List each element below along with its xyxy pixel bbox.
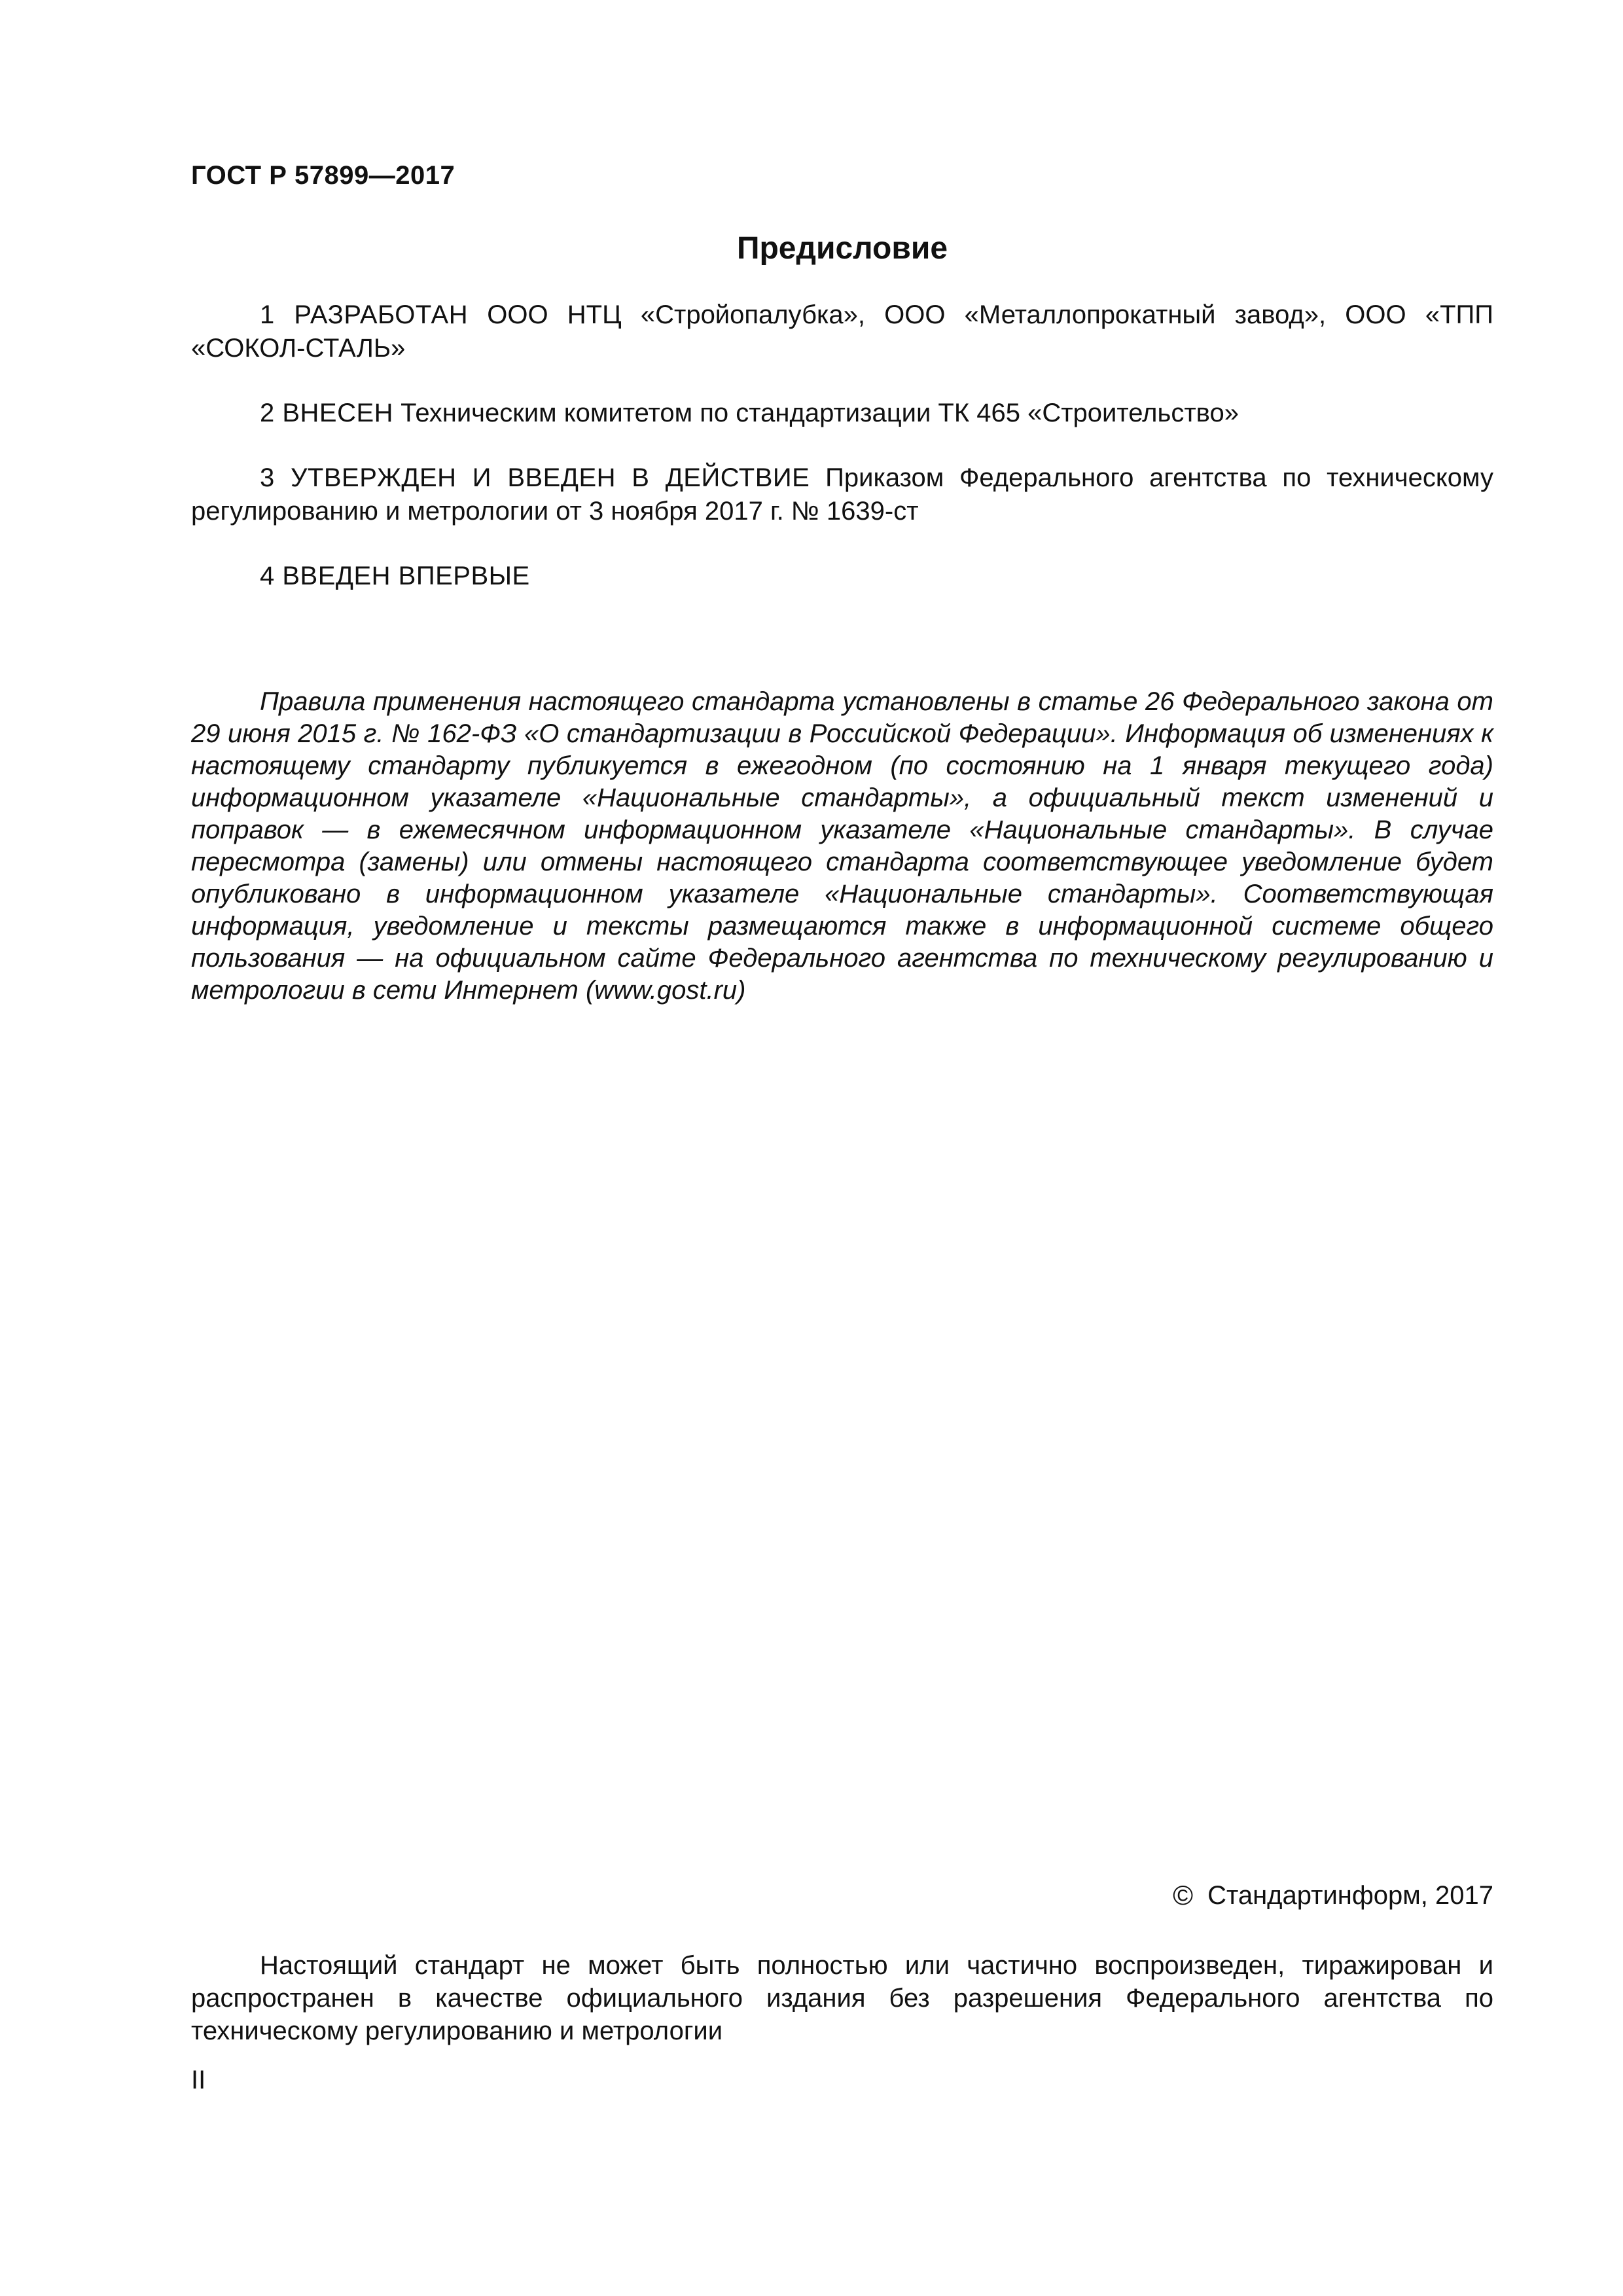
foreword-item-lead: 3 УТВЕРЖДЕН И ВВЕДЕН В ДЕЙСТВИЕ: [260, 463, 810, 492]
document-code-header: ГОСТ Р 57899—2017: [191, 161, 455, 190]
copyright-line: [1173, 1880, 1493, 1911]
page-title: Предисловие: [736, 231, 948, 266]
page-number: II: [191, 2066, 206, 2094]
foreword-item-lead: 1 РАЗРАБОТАН: [260, 300, 469, 329]
copyright-text: Стандартинформ, 2017: [1207, 1880, 1493, 1910]
foreword-items: [191, 298, 1493, 624]
application-rules-note: Правила применения настоящего стандарта установлены в статье 26 Федерального закона от 29 июня 2015 г. № 162-ФЗ «О стандартизации в Российской Федерации». Информация об изменениях к настоящему стандарту публикуется в ежегодном (по состоянию на 1 января текущего года) информационном указателе «Национальные стандарты», а официальный текст изменений и поправок — в ежемесячном информационном указателе «Национальные стандарты». В случае пересмотра (замены) или отмены настоящего стандарта соответствующее уведомление будет опубликовано в информационном указателе «Национальные стандарты». Соответствующая информация, уведомление и тексты размещаются также в информационной системе общего пользования — на официальном сайте Федерального агентства по техническому регулированию и метрологии в сети Интернет (www.gost.ru): [191, 687, 1493, 1005]
foreword-item-2: [191, 397, 1493, 430]
reproduction-notice: Настоящий стандарт не может быть полностью или частично воспроизведен, тиражирован и распространен в качестве официального издания без разрешения Федерального агентства по техническому регулированию и метрологии: [191, 1951, 1493, 2045]
foreword-item-lead: 4 ВВЕДЕН ВПЕРВЫЕ: [260, 562, 530, 590]
foreword-item-lead: 2 ВНЕСЕН: [260, 399, 394, 427]
foreword-item-4: [191, 560, 1493, 593]
copyright-icon: ©: [1173, 1880, 1194, 1910]
foreword-item-3: [191, 461, 1493, 528]
foreword-item-1: [191, 298, 1493, 365]
foreword-item-text: Техническим комитетом по стандартизации ТК 465 «Строительство»: [393, 399, 1239, 427]
foreword-item-text: ООО НТЦ «Стройопалубка», ООО «Металлопрокатный завод», ООО «ТПП «СОКОЛ-СТАЛЬ»: [191, 300, 1494, 363]
foreword-item-text: Приказом Федерального агентства по техническому регулированию и метрологии от 3 ноября 2017 г. № 1639-ст: [191, 463, 1493, 526]
